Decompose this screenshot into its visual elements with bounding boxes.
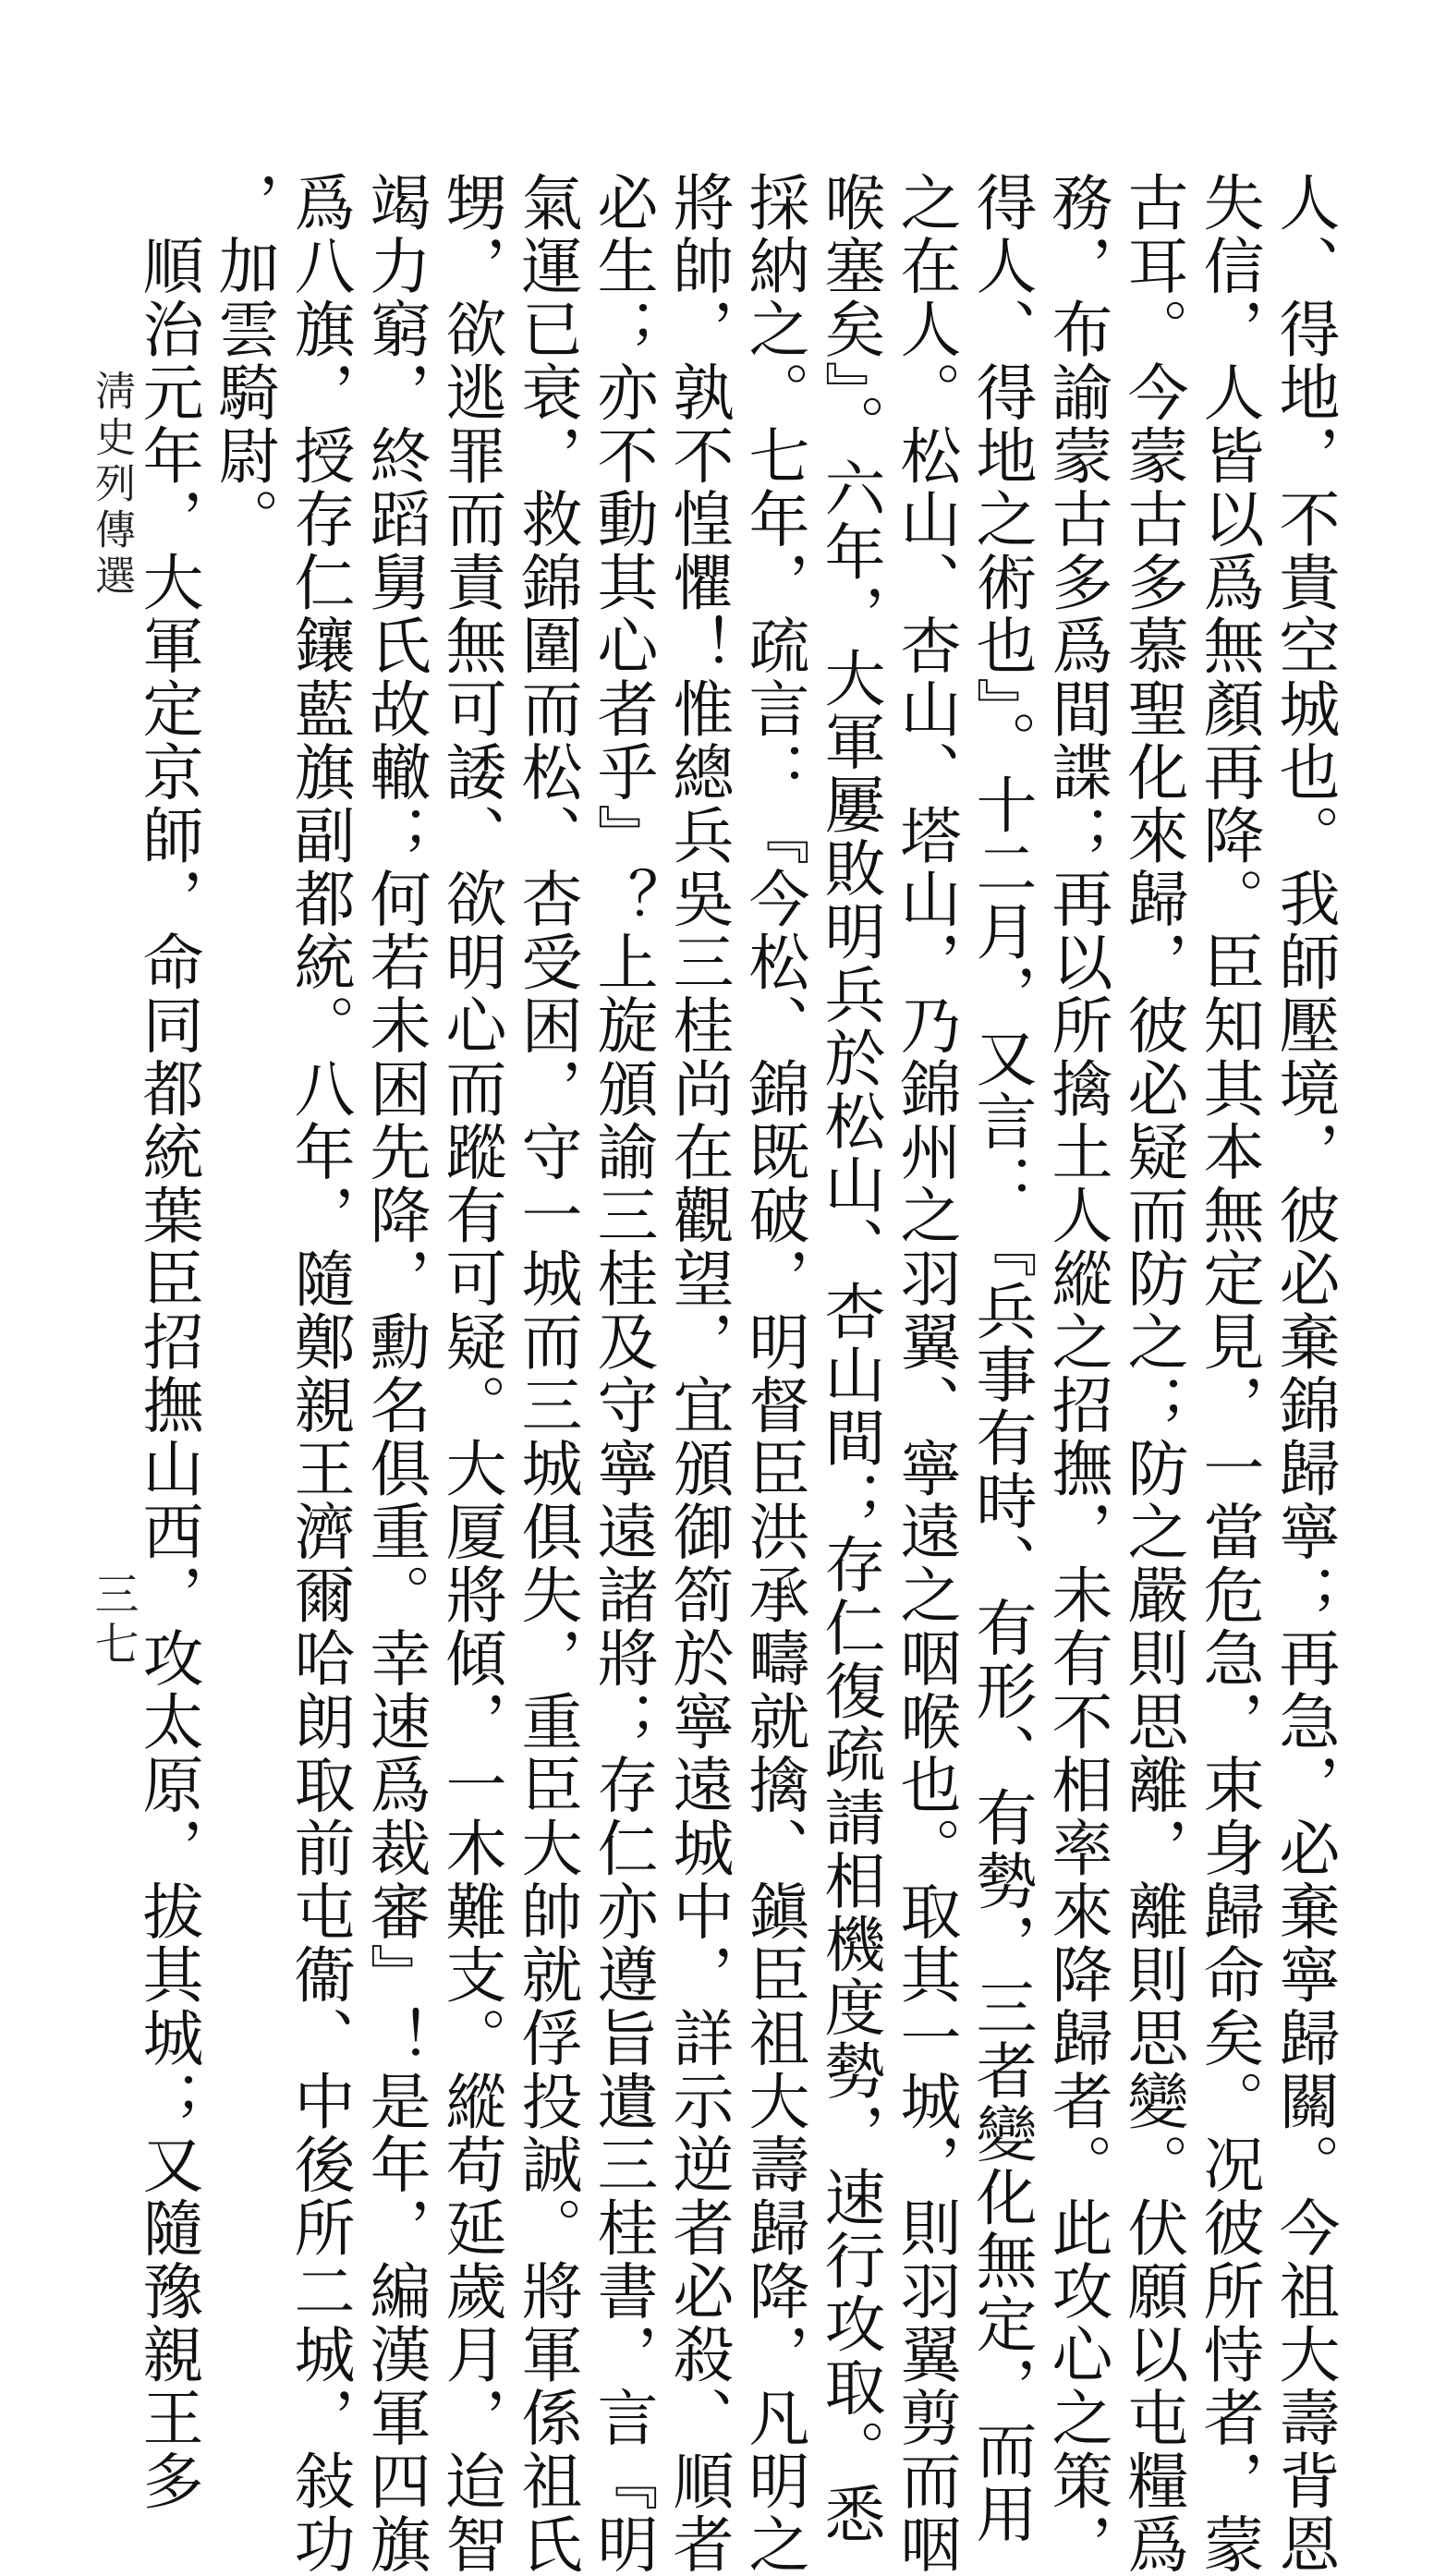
text-column: 之在人。松山、杏山、塔山，乃錦州之羽翼、寧遠之咽喉也。取其一城，則羽翼剪而咽 (890, 171, 961, 2576)
text-column: 甥，欲逃罪而責無可諉、欲明心而蹤有可疑。大厦將傾，一木難支。縱苟延歲月，迨智 (435, 171, 506, 2576)
body-text (129, 171, 1342, 2576)
text-column: 務，布諭蒙古多爲間諜；再以所擒土人縱之招撫，未有不相率來降歸者。此攻心之策， (1041, 171, 1112, 2576)
text-column: 必生；亦不動其心者乎』？上旋頒諭三桂及守寧遠諸將；存仁亦遵旨遺三桂書，言『明 (587, 171, 658, 2576)
text-column: 採納之。七年，疏言：『今松、錦既破，明督臣洪承疇就擒、鎭臣祖大壽歸降，凡明之 (738, 171, 809, 2576)
page-number: 三七 (87, 1571, 139, 1671)
paragraph-start-column: 順治元年，大軍定京師，命同都統葉臣招撫山西，攻太原，拔其城；又隨豫親王多 (132, 171, 203, 2513)
text-column: 氣運已衰，救錦圍而松、杏受困，守一城而三城俱失，重臣大帥就俘投誠。將軍係祖氏 (511, 171, 582, 2576)
text-column: 將帥，孰不惶懼！惟總兵吳三桂尚在觀望，宜頒御箚於寧遠城中，詳示逆者必殺、順者 (662, 171, 734, 2576)
text-column: 人、得地，不貴空城也。我師壓境，彼必棄錦歸寧；再急，必棄寧歸關。今祖大壽背恩 (1269, 171, 1340, 2576)
text-column: 爲八旗，授存仁鑲藍旗副都統。八年，隨鄭親王濟爾哈朗取前屯衞、中後所二城，敍功 (284, 171, 355, 2576)
text-column: 竭力窮，終蹈舅氏故轍；何若未困先降，勳名俱重。幸速爲裁審』！是年，編漢軍四旗 (359, 171, 431, 2576)
text-column: 得人、得地之術也』。十二月，又言：『兵事有時、有形、有勢，三者變化無定，而用 (966, 171, 1037, 2546)
text-column: 失信，人皆以爲無顏再降。臣知其本無定見，一當危急，束身歸命矣。况彼所恃者，蒙 (1193, 171, 1264, 2576)
text-column: 古耳。今蒙古多慕聖化來歸，彼必疑而防之；防之嚴則思離，離則思變。伏願以屯糧爲 (1117, 171, 1188, 2576)
text-column: ，加雲騎尉。 (208, 171, 279, 551)
running-head: 淸史列傳選 (88, 370, 135, 601)
text-column: 喉塞矣』。六年，大軍屢敗明兵於松山、杏山間；存仁復疏請相機度勢，速行攻取。悉 (814, 171, 885, 2546)
